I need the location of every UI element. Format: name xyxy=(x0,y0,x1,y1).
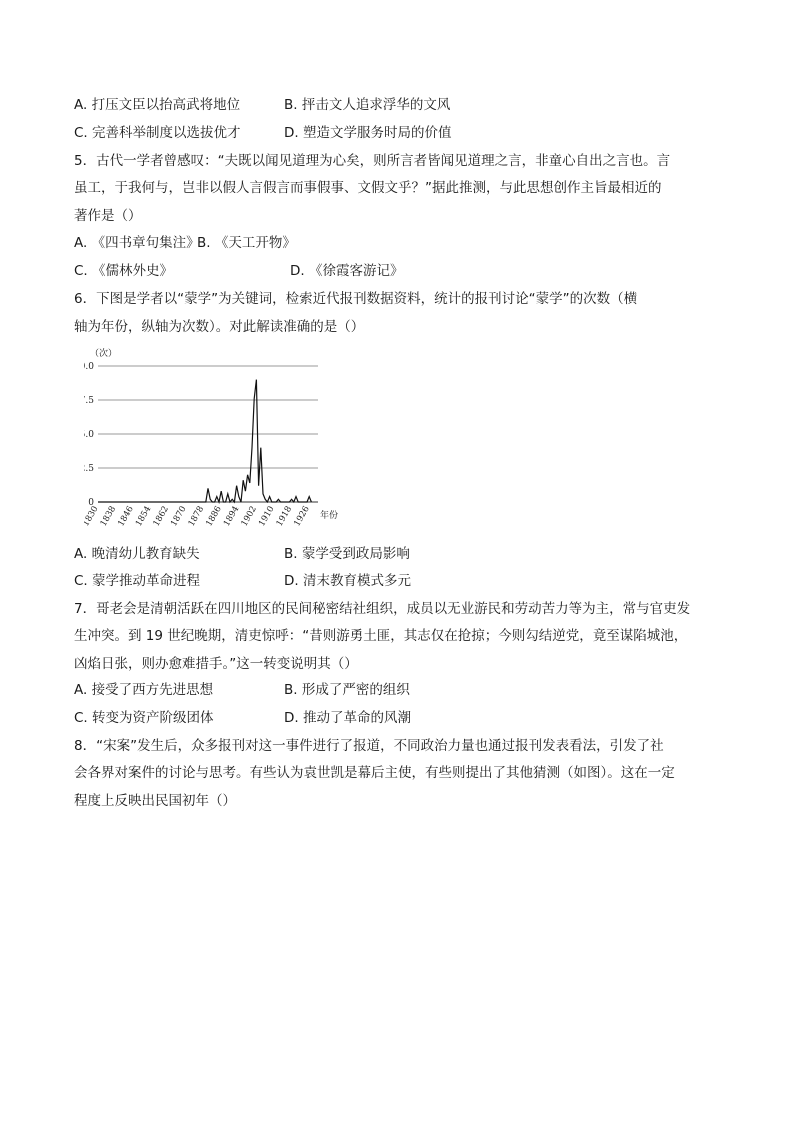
x-tick-label: 1830 xyxy=(84,504,101,529)
x-tick-label: 1846 xyxy=(116,504,136,529)
y-tick-label: .5 xyxy=(85,464,94,474)
q7-stem-line3: 凶焰日张，则办愈难措手。”这一转变说明其（） xyxy=(74,656,358,672)
x-tick-label: 1894 xyxy=(221,504,242,529)
q5-option-d: D. 《徐霞客游记》 xyxy=(290,263,404,279)
chart-ylabel: （次） xyxy=(90,349,118,359)
q8-stem-line1: 8．“宋案”发生后，众多报刊对这一事件进行了报道，不同政治力量也通过报刊发表看法，引发了社 xyxy=(74,738,664,754)
q4-option-a: A. 打压文臣以抬高武将地位 xyxy=(74,97,241,113)
q4-option-c: C. 完善科举制度以选拔优才 xyxy=(74,125,241,141)
series-line xyxy=(98,380,311,502)
q5-stem-line1: 5．古代一学者曾感叹：“夫既以闻见道理为心矣，则所言者皆闻见道理之言，非童心自出之言也。言 xyxy=(74,153,671,169)
q5-option-c: C. 《儒林外史》 xyxy=(74,263,174,279)
y-tick-label: 0 xyxy=(88,498,94,508)
x-tick-label: 1854 xyxy=(133,504,154,529)
q6-option-b: B. 蒙学受到政局影响 xyxy=(284,546,410,562)
q4-option-b: B. 抨击文人追求浮华的文风 xyxy=(284,97,451,113)
x-tick-label: 1862 xyxy=(151,504,171,529)
x-tick-label: 1886 xyxy=(204,504,224,529)
y-tick-label: .5 xyxy=(85,396,94,406)
q7-option-c: C. 转变为资产阶级团体 xyxy=(74,710,214,726)
q7-stem-line2: 生冲突。到 19 世纪晚期，清吏惊呼：“昔则游勇土匪，其志仅在抢掠；今则勾结逆党，竟至谋陷城池， xyxy=(74,628,688,644)
y-tick-label: .0 xyxy=(85,430,94,440)
chart-svg xyxy=(84,342,354,534)
q8-stem-line2: 会各界对案件的讨论与思考。有些认为袁世凯是幕后主使，有些则提出了其他猜测（如图）。这在一定 xyxy=(74,765,675,781)
y-tick-label: .0 xyxy=(85,362,94,372)
q6-option-d: D. 清末教育模式多元 xyxy=(284,573,411,589)
q6-option-c: C. 蒙学推动革命进程 xyxy=(74,573,201,589)
q7-option-d: D. 推动了革命的风潮 xyxy=(284,710,411,726)
q8-stem-line3: 程度上反映出民国初年（） xyxy=(74,793,236,809)
x-tick-label: 1870 xyxy=(169,504,189,529)
x-tick-label: 1910 xyxy=(257,504,277,529)
q6-stem-line1: 6．下图是学者以“蒙学”为关键词，检索近代报刊数据资料，统计的报刊讨论“蒙学”的次数（横 xyxy=(74,291,638,307)
q7-option-a: A. 接受了西方先进思想 xyxy=(74,682,214,698)
q5-option-b: B. 《天工开物》 xyxy=(197,235,296,251)
q4-option-d: D. 塑造文学服务时局的价值 xyxy=(284,125,452,141)
q6-option-a: A. 晚清幼儿教育缺失 xyxy=(74,546,200,562)
q5-stem-line2: 虽工，于我何与，岂非以假人言假言而事假事、文假文乎？”据此推测，与此思想创作主旨最相近的 xyxy=(74,180,662,196)
q5-option-a: A. 《四书章句集注》 xyxy=(74,235,200,251)
q7-stem-line1: 7．哥老会是清朝活跃在四川地区的民间秘密结社组织，成员以无业游民和劳动苦力等为主，常与官吏发 xyxy=(74,601,691,617)
x-tick-label: 1926 xyxy=(292,504,312,529)
chart-xlabel: 年份 xyxy=(320,511,339,521)
q5-stem-line3: 著作是（） xyxy=(74,208,142,224)
mengxue-chart xyxy=(84,342,354,534)
x-tick-label: 1838 xyxy=(98,504,119,529)
x-tick-label: 1918 xyxy=(274,504,295,529)
x-tick-label: 1902 xyxy=(239,504,259,529)
x-tick-label: 1878 xyxy=(186,504,207,529)
q7-option-b: B. 形成了严密的组织 xyxy=(284,682,410,698)
q6-stem-line2: 轴为年份，纵轴为次数）。对此解读准确的是（） xyxy=(74,319,365,335)
